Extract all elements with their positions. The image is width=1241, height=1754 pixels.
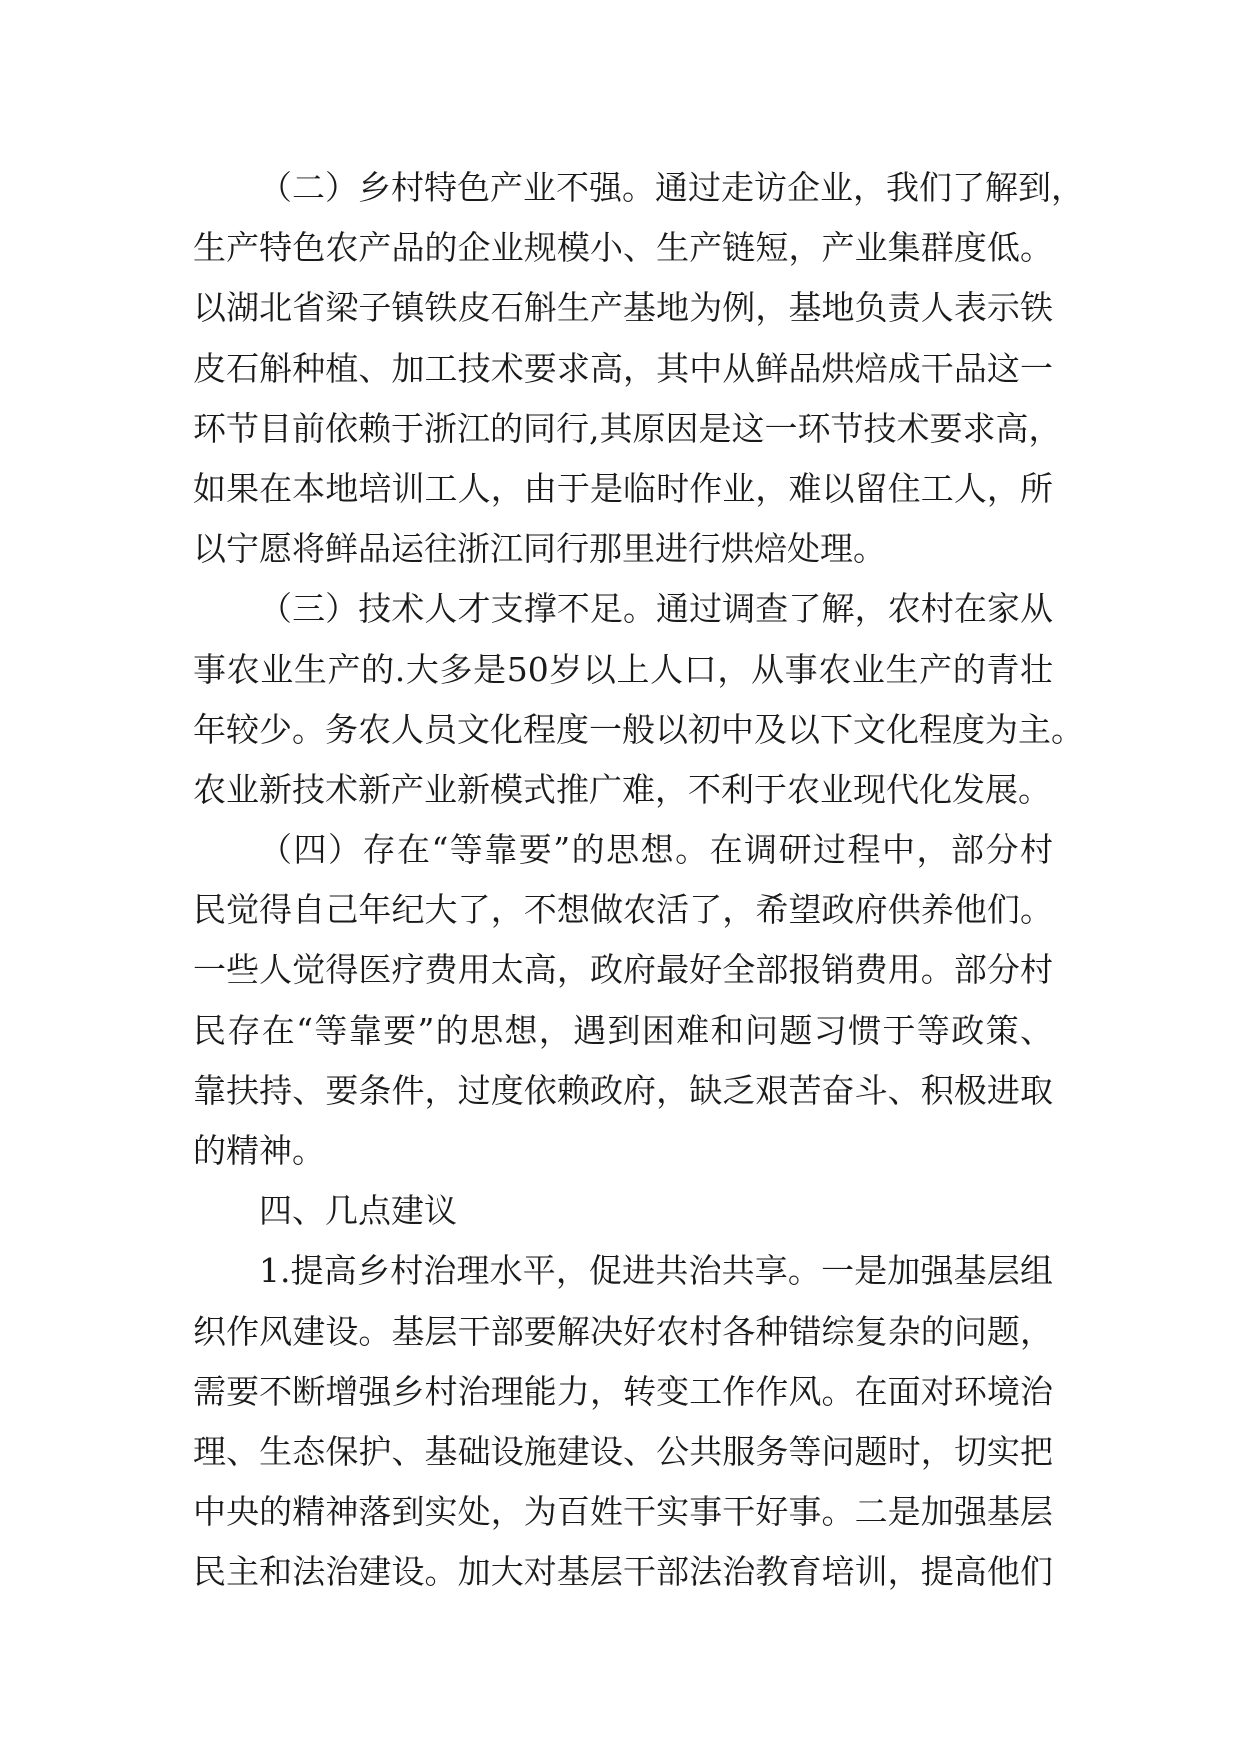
paragraph-mindset xyxy=(193,820,1053,1181)
text-line: 如果在本地培训工人，由于是临时作业，难以留住工人，所 xyxy=(193,468,1053,508)
document-body xyxy=(193,158,1084,1603)
text-line: 民主和法治建设。加大对基层干部法治教育培训，提高他们 xyxy=(193,1552,1053,1592)
text-line: 中央的精神落到实处，为百姓干实事干好事。二是加强基层 xyxy=(193,1492,1053,1532)
text-line: 一些人觉得医疗费用太高，政府最好全部报销费用。部分村 xyxy=(193,950,1053,990)
text-line: 农业新技术新产业新模式推广难，不利于农业现代化发展。 xyxy=(193,769,1051,809)
text-line: 织作风建设。基层干部要解决好农村各种错综复杂的问题， xyxy=(193,1311,1053,1351)
paragraph-industry xyxy=(193,158,1084,579)
section-heading xyxy=(193,1181,1053,1241)
text-line: 1.提高乡村治理水平，促进共治共享。一是加强基层组 xyxy=(259,1251,1053,1291)
text-line: 皮石斛种植、加工技术要求高，其中从鲜品烘焙成干品这一 xyxy=(193,348,1053,388)
text-line: 事农业生产的.大多是50岁以上人口，从事农业生产的青壮 xyxy=(193,649,1053,689)
text-line: 民觉得自己年纪大了，不想做农活了，希望政府供养他们。 xyxy=(193,890,1053,930)
paragraph-suggestion-1 xyxy=(193,1241,1053,1602)
text-line: 需要不断增强乡村治理能力，转变工作作风。在面对环境治 xyxy=(193,1371,1053,1411)
text-line: 民存在“等靠要”的思想，遇到困难和问题习惯于等政策、 xyxy=(193,1010,1053,1050)
text-line: （四）存在“等靠要”的思想。在调研过程中，部分村 xyxy=(259,830,1053,870)
text-line: 年较少。务农人员文化程度一般以初中及以下文化程度为主。 xyxy=(193,709,1084,749)
text-line: （三）技术人才支撑不足。通过调查了解，农村在家从 xyxy=(259,589,1053,629)
text-line: 的精神。 xyxy=(193,1131,325,1170)
text-line: 生产特色农产品的企业规模小、生产链短，产业集群度低。 xyxy=(193,228,1053,268)
text-line: 靠扶持、要条件，过度依赖政府，缺乏艰苦奋斗、积极进取 xyxy=(193,1070,1053,1110)
text-line: （二）乡村特色产业不强。通过走访企业，我们了解到， xyxy=(259,168,1084,207)
text-line: 以宁愿将鲜品运往浙江同行那里进行烘焙处理。 xyxy=(193,529,886,569)
text-line: 环节目前依赖于浙江的同行,其原因是这一环节技术要求高， xyxy=(193,408,1062,448)
paragraph-talent xyxy=(193,579,1084,820)
section-heading-text: 四、几点建议 xyxy=(259,1191,457,1231)
text-line: 以湖北省梁子镇铁皮石斛生产基地为例，基地负责人表示铁 xyxy=(193,288,1053,328)
text-line: 理、生态保护、基础设施建设、公共服务等问题时，切实把 xyxy=(193,1431,1053,1471)
